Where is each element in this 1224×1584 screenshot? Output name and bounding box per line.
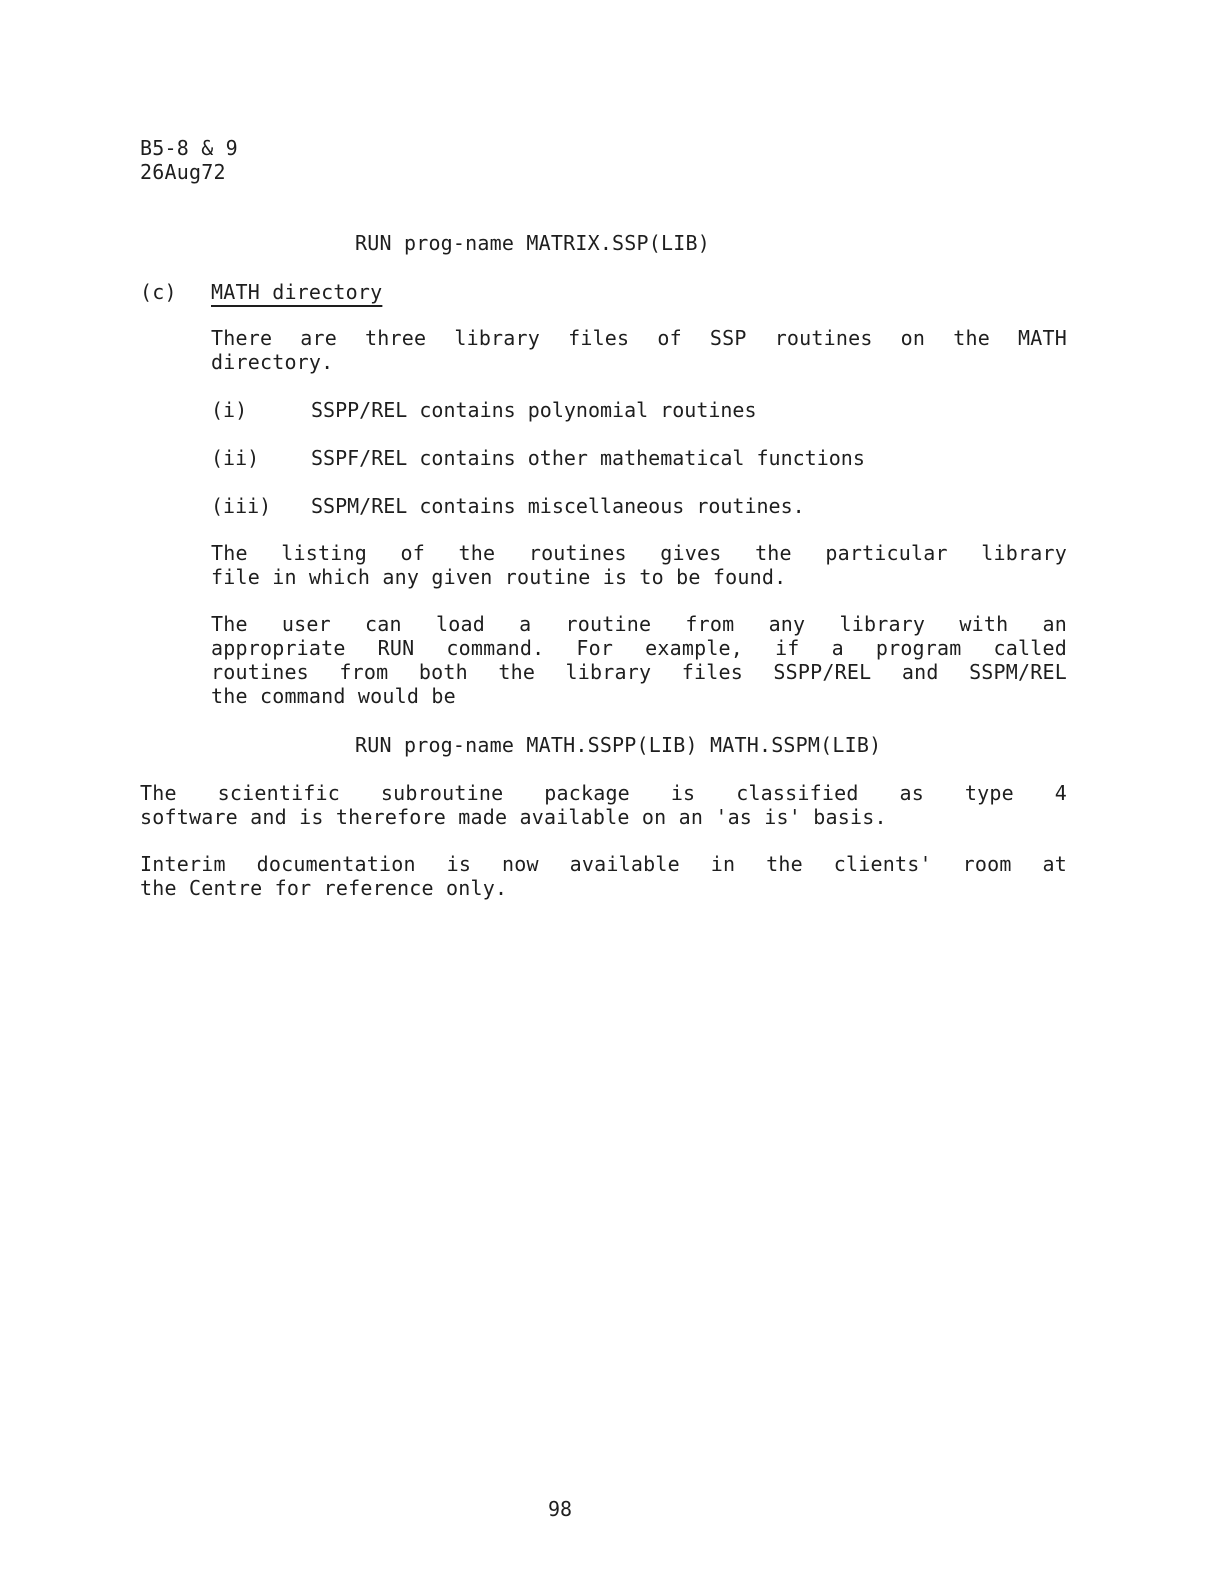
classified-line: software and is therefore made available on an 'as is' basis.: [140, 805, 887, 829]
header-date: 26Aug72: [140, 160, 226, 184]
intro-paragraph: [211, 326, 1067, 374]
list-item-text: SSPF/REL contains other mathematical functions: [311, 446, 865, 470]
list-item-text: SSPM/REL contains miscellaneous routines.: [311, 494, 805, 518]
load-paragraph: [211, 612, 1067, 708]
classified-paragraph: [140, 781, 1067, 829]
load-line: the command would be: [211, 684, 456, 708]
load-line: routines from both the library files SSPP/REL and SSPM/REL: [211, 660, 1067, 684]
classified-line: The scientific subroutine package is classified as type 4: [140, 781, 1067, 805]
interim-paragraph: [140, 852, 1067, 900]
load-line: appropriate RUN command. For example, if a program called: [211, 636, 1067, 660]
listing-line: The listing of the routines gives the particular library: [211, 541, 1067, 565]
list-item-number: (i): [211, 398, 248, 422]
listing-line: file in which any given routine is to be found.: [211, 565, 787, 589]
intro-line: There are three library files of SSP routines on the MATH: [211, 326, 1067, 350]
list-item-number: (ii): [211, 446, 260, 470]
listing-paragraph: [211, 541, 1067, 589]
page-number: 98: [548, 1497, 573, 1521]
interim-line: Interim documentation is now available in the clients' room at: [140, 852, 1067, 876]
run-command-matrix: RUN prog-name MATRIX.SSP(LIB): [355, 231, 710, 255]
load-line: The user can load a routine from any library with an: [211, 612, 1067, 636]
header-reference: B5-8 & 9: [140, 136, 238, 160]
run-command-math: RUN prog-name MATH.SSPP(LIB) MATH.SSPM(LIB): [355, 733, 882, 757]
list-item-text: SSPP/REL contains polynomial routines: [311, 398, 757, 422]
list-item-number: (iii): [211, 494, 272, 518]
interim-line: the Centre for reference only.: [140, 876, 508, 900]
section-title: MATH directory: [211, 280, 383, 304]
intro-line: directory.: [211, 350, 334, 374]
section-label: (c): [140, 280, 177, 304]
